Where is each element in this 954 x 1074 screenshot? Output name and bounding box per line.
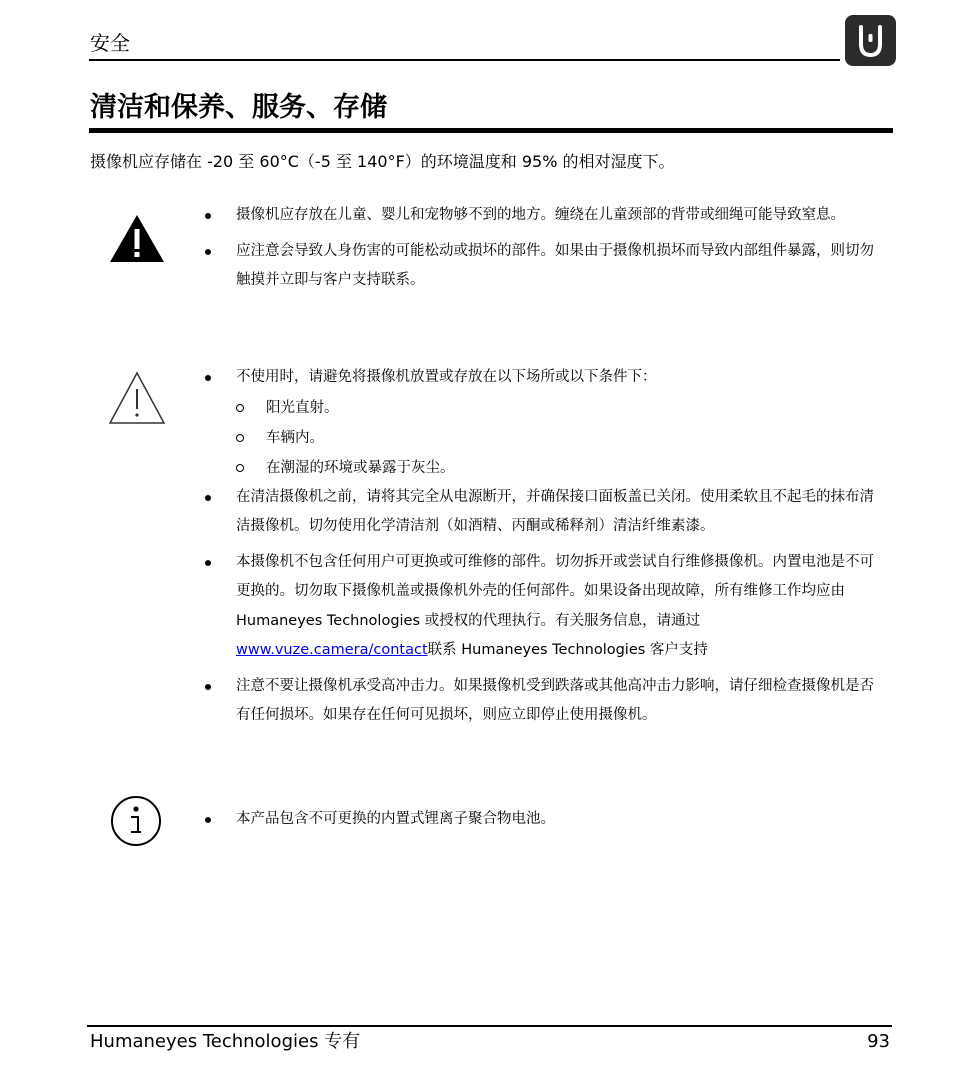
bullet-icon — [205, 213, 211, 219]
vuze-u-logo-icon — [845, 15, 896, 66]
footer-divider — [87, 1025, 892, 1027]
vuze-u-logo-icon — [845, 15, 896, 66]
list-item: 本摄像机不包含任何用户可更换或可维修的部件。切勿拆开或尝试自行维修摄像机。内置电池是不可更换的。切勿取下摄像机盖或摄像机外壳的任何部件。如果设备出现故障，所有维修工作均应由 Humaneyes Technologies 或授权的代理执行。有关服务信息，请通过www.vuze.camera/contact联系 Humaneyes Technologies 客户支持 — [205, 548, 877, 666]
storage-intro-text: 摄像机应存储在 -20 至 60°C（-5 至 140°F）的环境温度和 95% 的相对湿度下。 — [90, 152, 675, 171]
warning-filled-triangle-icon — [107, 212, 167, 266]
bullet-icon — [205, 249, 211, 255]
bullet-icon — [205, 817, 211, 823]
list-item: 应注意会导致人身伤害的可能松动或损坏的部件。如果由于摄像机损坏而导致内部组件暴露，则切勿触摸并立即与客户支持联系。 — [205, 237, 877, 296]
list-item: 摄像机应存放在儿童、婴儿和宠物够不到的地方。缠绕在儿童颈部的背带或细绳可能导致窒息。 — [205, 201, 877, 231]
bullet-icon — [205, 560, 211, 566]
page-number: 93 — [867, 1031, 890, 1052]
list-item: 注意不要让摄像机承受高冲击力。如果摄像机受到跌落或其他高冲击力影响，请仔细检查摄像机是否有任何损坏。如果存在任何可见损坏，则应立即停止使用摄像机。 — [205, 672, 877, 731]
sub-list-item: 车辆内。 — [205, 423, 877, 453]
title-divider — [89, 128, 893, 133]
contact-link[interactable]: www.vuze.camera/contact — [236, 642, 428, 658]
list-item: 在清洁摄像机之前，请将其完全从电源断开，并确保接口面板盖已关闭。使用柔软且不起毛的抹布清洁摄像机。切勿使用化学清洁剂（如酒精、丙酮或稀释剂）清洁纤维素漆。 — [205, 483, 877, 542]
sub-bullet-icon — [236, 464, 244, 472]
footer-tag: 专有 — [324, 1031, 361, 1052]
info-bullet-list — [205, 805, 877, 835]
bullet-icon — [205, 495, 211, 501]
info-circle-icon — [106, 792, 166, 850]
list-item: 本产品包含不可更换的内置式锂离子聚合物电池。 — [205, 805, 877, 835]
sub-list-item: 在潮湿的环境或暴露于灰尘。 — [205, 453, 877, 483]
sub-bullet-icon — [236, 434, 244, 442]
footer-company: Humaneyes Technologies 专有 — [90, 1031, 361, 1052]
header-section-title: 安全 — [90, 31, 130, 55]
bullet-icon — [205, 375, 211, 381]
bullet-icon — [205, 684, 211, 690]
sub-list-item: 阳光直射。 — [205, 393, 877, 423]
caution-bullet-list — [205, 363, 877, 731]
sub-bullet-icon — [236, 404, 244, 412]
header-divider — [89, 59, 840, 61]
list-item: 不使用时，请避免将摄像机放置或存放在以下场所或以下条件下： — [205, 363, 877, 393]
page-title: 清洁和保养、服务、存储 — [90, 92, 387, 123]
warning-bullet-list — [205, 201, 877, 296]
caution-outline-triangle-icon — [106, 369, 168, 429]
